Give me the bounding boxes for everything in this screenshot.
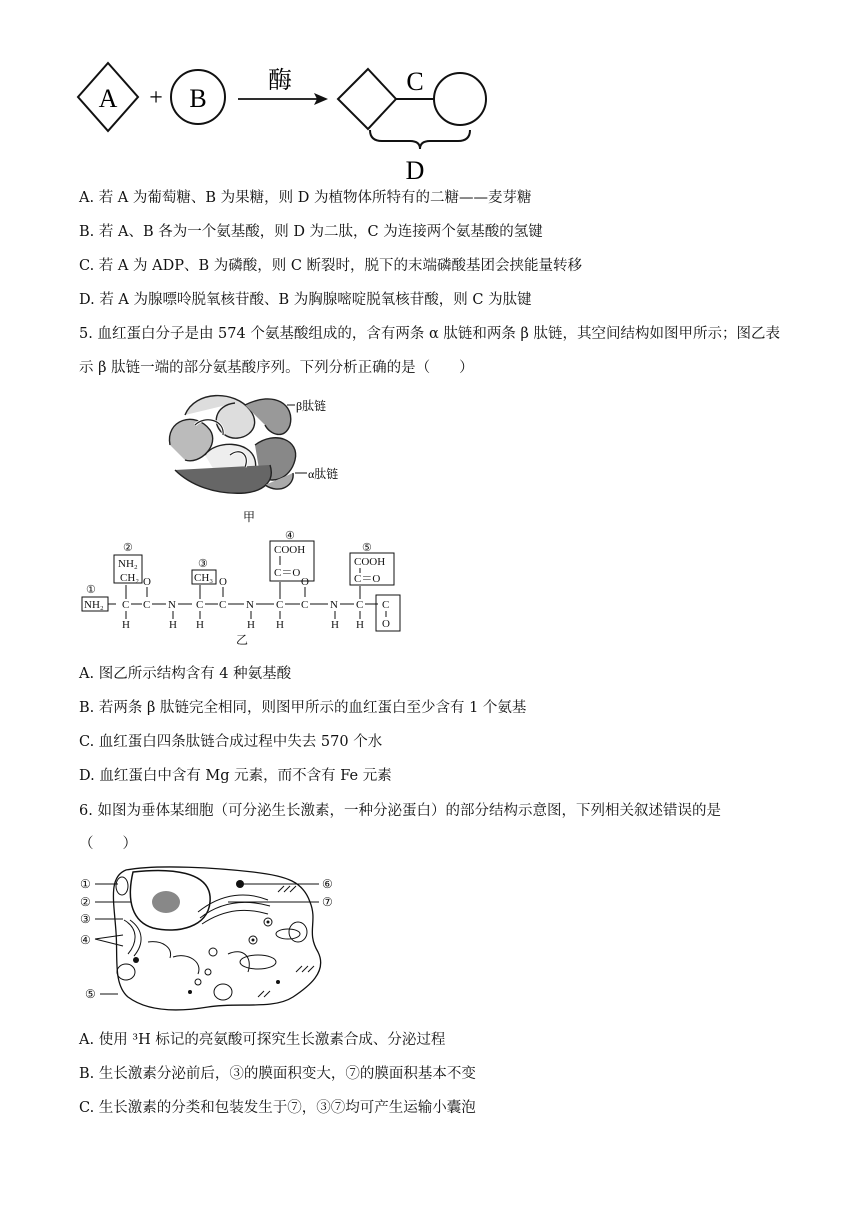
atom-n1: N	[168, 599, 176, 611]
atom-c1: C	[122, 599, 130, 611]
plus-sign: +	[149, 85, 163, 111]
atom-h4: H	[247, 619, 255, 631]
q5-option-d: D. 血红蛋白中含有 Mg 元素，而不含有 Fe 元素	[79, 768, 392, 784]
cell-label-3: ③	[80, 912, 91, 926]
nucleus	[130, 870, 210, 930]
label-d: D	[405, 156, 425, 185]
atom-n2: N	[246, 599, 254, 611]
atom-c3: C	[196, 599, 204, 611]
group-ch2: CH₂	[120, 572, 140, 584]
reaction-diagram	[70, 55, 510, 185]
peptide-figure	[78, 527, 418, 647]
protein-ribbon	[169, 396, 295, 494]
q6-paren: （ ）	[79, 836, 137, 852]
group-co-2: C＝O	[354, 573, 381, 585]
group-co-1: C＝O	[274, 567, 301, 579]
atom-h6: H	[331, 619, 339, 631]
cell-label-7: ⑦	[322, 895, 333, 909]
label-c: C	[406, 67, 424, 96]
atom-o4: O	[382, 618, 390, 630]
hemoglobin-figure	[155, 385, 355, 525]
atom-n3: N	[330, 599, 338, 611]
cell-label-6: ⑥	[322, 877, 333, 891]
enzyme-label: 酶	[268, 68, 292, 94]
group-ch3: CH₃	[194, 572, 214, 584]
marker-3: ③	[198, 558, 208, 570]
atom-o2: O	[219, 576, 227, 588]
atom-h5: H	[276, 619, 284, 631]
atom-c7: C	[356, 599, 364, 611]
label-b: B	[189, 84, 207, 113]
group-cooh-1: COOH	[274, 544, 306, 556]
atom-c6: C	[301, 599, 309, 611]
q4-option-b: B. 若 A、B 各为一个氨基酸，则 D 为二肽，C 为连接两个氨基酸的氢键	[79, 224, 543, 240]
marker-1: ①	[86, 584, 96, 596]
atom-c5: C	[276, 599, 284, 611]
q6-option-a: A. 使用 ³H 标记的亮氨酸可探究生长激素合成、分泌过程	[79, 1032, 446, 1048]
cell-diagram	[78, 862, 348, 1017]
figure-jia-caption: 甲	[243, 510, 256, 524]
q6-option-c: C. 生长激素的分类和包装发生于⑦，③⑦均可产生运输小囊泡	[79, 1100, 476, 1116]
brace-d	[370, 130, 470, 149]
atom-o1: O	[143, 576, 151, 588]
q5-stem: 5. 血红蛋白分子是由 574 个氨基酸组成的，含有两条 α 肽链和两条 β 肽链，其空间结构如图甲所示；图乙表示 β 肽链一端的部分氨基酸序列。下列分析正确的是（ ）	[79, 326, 780, 376]
diamond-product	[338, 69, 396, 129]
marker-5: ⑤	[362, 542, 372, 554]
alpha-chain-label: α肽链	[308, 467, 339, 481]
atom-h2: H	[169, 619, 177, 631]
cell-label-2: ②	[80, 895, 91, 909]
atom-h1: H	[122, 619, 130, 631]
atom-c4: C	[219, 599, 227, 611]
atom-c2: C	[143, 599, 151, 611]
atom-h7: H	[356, 619, 364, 631]
label-a: A	[98, 84, 118, 113]
atom-o3: O	[301, 576, 309, 588]
figure-yi-caption: 乙	[236, 633, 249, 647]
q5-option-b: B. 若两条 β 肽链完全相同，则图甲所示的血红蛋白至少含有 1 个氨基	[79, 700, 527, 716]
q4-option-c: C. 若 A 为 ADP、B 为磷酸，则 C 断裂时，脱下的末端磷酸基团会挟能量转移	[79, 258, 583, 274]
marker-4: ④	[285, 530, 295, 542]
beta-chain-label: β肽链	[296, 399, 327, 413]
atom-h3: H	[196, 619, 204, 631]
q4-option-d: D. 若 A 为腺嘌呤脱氧核苷酸、B 为胸腺嘧啶脱氧核苷酸，则 C 为肽键	[79, 292, 532, 308]
atom-c8: C	[382, 599, 390, 611]
marker-2: ②	[123, 542, 133, 554]
cell-label-5: ⑤	[85, 987, 96, 1001]
q5-option-c: C. 血红蛋白四条肽链合成过程中失去 570 个水	[79, 734, 383, 750]
hatched-regions	[258, 886, 314, 997]
q5-option-a: A. 图乙所示结构含有 4 种氨基酸	[79, 666, 292, 682]
cell-label-4: ④	[80, 933, 91, 947]
group-cooh-2: COOH	[354, 556, 386, 568]
q4-option-a: A. 若 A 为葡萄糖、B 为果糖，则 D 为植物体所特有的二糖——麦芽糖	[79, 190, 532, 206]
group-nh2: NH₂	[84, 599, 104, 611]
q6-stem: 6. 如图为垂体某细胞（可分泌生长激素，一种分泌蛋白）的部分结构示意图，下列相关叙述错误的是	[79, 803, 721, 819]
cell-label-1: ①	[80, 877, 91, 891]
circle-product	[434, 73, 486, 125]
q6-option-b: B. 生长激素分泌前后，③的膜面积变大，⑦的膜面积基本不变	[79, 1066, 476, 1082]
group-nh2-side: NH₂	[118, 558, 138, 570]
